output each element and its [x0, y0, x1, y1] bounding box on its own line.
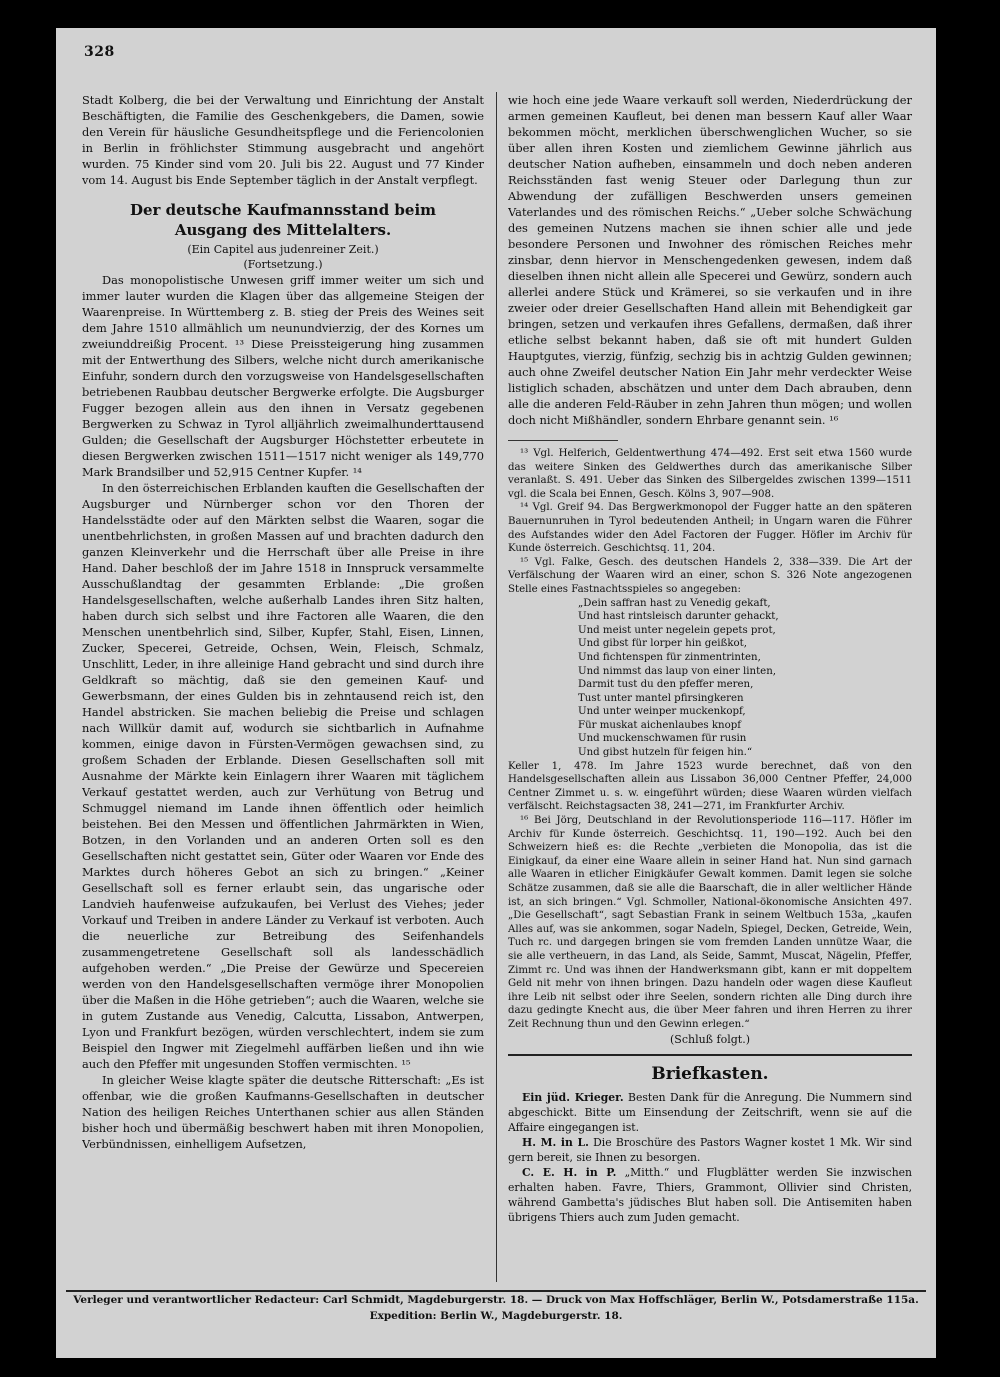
footnotes	[508, 447, 912, 1032]
briefkasten	[508, 1090, 912, 1225]
verse-line: Und meist unter negelein gepets prot,	[578, 624, 776, 636]
footnote: ¹⁶ Bei Jörg, Deutschland in der Revolutionsperiode 116—117. Höfler im Archiv für Kunde österreich. Geschichtsq. 11, 190—192. Auch bei den Schweizern hieß es: die Rechte „verbieten die Monopolia, das ist die Einigkauf, da einer eine Waare allein in seiner Hand hat. Nun sind garnach alle Waaren in etlicher Einigkäufer Gewalt kommen. Damit legen sie solche Schätze zusammen, daß sie alle die Baarschaft, die in aller weltlicher Hände ist, an sich bringen.“ Vgl. Schmoller, National-ökonomische Ansichten 497. „Die Gesellschaft“, sagt Sebastian Frank in seinem Weltbuch 153a, „kaufen Alles auf, was sie ankommen, sogar Nadeln, Spiegel, Decken, Getreide, Wein, Tuch rc. und dargegen bringen sie vom fremden Landen unnütze Waar, die sie alle vertheuern, in das Land, als Seide, Sammt, Muscat, Nägelin, Pfeffer, Zimmt rc. Und was ihnen der Handwerksmann gibt, kann er mit doppeltem Geld nit mehr von ihnen bringen. Dazu handeln oder wagen diese Kaufleut ihre Leib nit selbst oder ihre Seelen, sondern richten alle Ding durch ihre dazu gedingte Knecht aus, die über Meer fahren und ihren Herren zu ihrer Zeit Rechnung thun und den Gewinn erlegen.“	[508, 815, 912, 1030]
footnote: Keller 1, 478. Im Jahre 1523 wurde berechnet, daß von den Handelsgesellschaften allein aus Lissabon 36,000 Centner Pfeffer, 24,000 Centner Zimmet u. s. w. eingeführt würden; diese Waaren würden vielfach verfälscht. Reichstagsacten 38, 241—271, im Frankfurter Archiv.	[508, 760, 912, 813]
verse-line: Und hast rintsleisch darunter gehackt,	[578, 611, 779, 623]
briefkasten-label: Ein jüd. Krieger.	[522, 1090, 624, 1104]
verse-line: Für muskat aichenlaubes knopf	[578, 719, 742, 731]
imprint-line: Verleger und verantwortlicher Redacteur: Carl Schmidt, Magdeburgerstr. 18. — Druck von Max Hoffschläger, Berlin W., Potsdamerstraße 115a.	[73, 1294, 919, 1306]
article-paragraph: In den österreichischen Erblanden kauften die Gesellschaften der Augsburger und Nürnberger schon vor den Thoren der Handelsstädte oder auf den Märkten selbst die Waaren, sogar die unentbehrlichsten, in großen Massen auf und brachten dadurch den ganzen Kleinverkehr und die Herrschaft über alle Preise in ihre Hand. Daher beschloß der im Jahre 1518 in Innspruck versammelte Ausschußlandtag der gesammten Erblande: „Die großen Handelsgesellschaften, welche außerhalb Landes ihren Sitz halten, haben durch sich selbst und ihre Factoren alle Waaren, die den Menschen unentbehrlich sind, Silber, Kupfer, Stahl, Eisen, Linnen, Zucker, Specerei, Getreide, Ochsen, Wein, Fleisch, Schmalz, Unschlitt, Leder, in ihre alleinige Hand gebracht und sind durch ihre Geldkraft so mächtig, daß sie den gemeinen Kauf- und Gewerbsmann, der eines Gulden bis in zehntausend reich ist, den Handel abstricken. Sie machen beliebig die Preise und schlagen nach Willkür damit auf, wodurch sie sichtbarlich in Aufnahme kommen, einige davon in Fürsten-Vermögen gewachsen sind, zu großem Schaden der Erblande. Diesen Gesellschaften soll mit Ausnahme der Märkte kein Einlagern ihrer Waaren mit täglichem Verkauf gestattet werden, auch zur Verhütung von Betrug und Schmuggel niemand im Lande ihnen öffentlich oder heimlich beistehen. Bei den Messen und öffentlichen Jahrmärkten in Wien, Botzen, in den Vorlanden und an anderen Orten soll es den Gesellschaften nicht gestattet sein, Güter oder Waaren vor Ende des Marktes durch höheres Gebot an sich zu bringen.“ „Keiner Gesellschaft soll es ferner erlaubt sein, das ungarische oder Landvieh haufenweise aufzukaufen, bei Verlust des Viehes; jeder Vorkauf und Treiben in andere Länder zu Verkauf ist verboten. Auch die neuerliche zur Betreibung des Seifenhandels zusammengetretene Gesellschaft soll als landesschädlich aufgehoben werden.“ „Die Preise der Gewürze und Specereien werden von den Handelsgesellschaften vermöge ihrer Monopolien über die Maßen in die Höhe getrieben“; auch die Waaren, welche sie in gutem Zustande aus Venedig, Calcutta, Lissabon, Antwerpen, Lyon und Frankfurt bezögen, würden verschlechtert, indem sie zum Beispiel den Ingwer mit Ziegelmehl auffärben ließen und ihn wie auch den Pfeffer mit ungesunden Stoffen vermischten. ¹⁵	[82, 481, 484, 1071]
article-paragraph: wie hoch eine jede Waare verkauft soll werden, Niederdrückung der armen gemeinen Kaufleut, bei denen man bessern Kauf aller Waar bekommen möcht, merklichen überschwenglichen Wucher, so sie über allen ihren Kosten und ziemlichem Gewinne jährlich aus deutscher Nation aufheben, einsammeln und doch neben anderen Reichsständen fast wenig Steuer oder Darlegung thun zur Abwendung der zufälligen Beschwerden unsers gemeinen Vaterlandes und des römischen Reichs.“ „Ueber solche Schwächung des gemeinen Nutzens machen sie ihnen schier alle und jede besondere Personen und Inwohner des römischen Reiches mehr zinsbar, denn hiervor in Menschengedenken gewesen, indem daß dieselben ihnen nicht allein alle Specerei und Gewürz, sondern auch allerlei andere Stück und Krämerei, so sie verkaufen und in ihre zweier oder dreier Gesellschaften Hand allein mit Behendigkeit gar bringen, setzen und verkaufen ihres Gefallens, dermaßen, daß ihrer etliche selbst bekannt haben, daß sie oft mit hundert Gulden Hauptgutes, vierzig, fünfzig, sechzig bis in achtzig Gulden gewinnen; auch ohne Zweifel deutscher Nation Ein Jahr mehr verdeckter Weise listiglich schaden, abschätzen und unter dem Dach abrauben, denn alle die anderen Feld-Räuber in zehn Jahren thun mögen; und wollen doch nicht Mißhändler, sondern Ehrbare genannt sein. ¹⁶	[508, 93, 912, 427]
briefkasten-label: H. M. in L.	[522, 1135, 589, 1149]
newspaper-page	[56, 28, 936, 1358]
verse-line: Und muckenschwamen für rusin	[578, 733, 747, 745]
briefkasten-text: Die Broschüre des Pastors Wagner kostet 1 Mk. Wir sind gern bereit, sie Ihnen zu besorgen.	[508, 1135, 912, 1164]
article-subtitle: (Ein Capitel aus judenreiner Zeit.)	[187, 243, 379, 256]
briefkasten-entry	[508, 1165, 912, 1225]
briefkasten-title: Briefkasten.	[651, 1063, 769, 1084]
intro-paragraph: Stadt Kolberg, die bei der Verwaltung und Einrichtung der Anstalt Beschäftigten, die Familie des Geschenkgebers, die Damen, sowie den Verein für häusliche Gesundheitspflege und die Feriencolonien in Berlin in fröhlichster Stimmung ausgebracht und angehört wurden. 75 Kinder sind vom 20. Juli bis 22. August und 77 Kinder vom 14. August bis Ende September täglich in der Anstalt verpflegt.	[82, 93, 484, 187]
article-continued: (Fortsetzung.)	[243, 258, 323, 271]
article-paragraph: In gleicher Weise klagte später die deutsche Ritterschaft: „Es ist offenbar, wie die großen Kaufmanns-Gesellschaften in deutscher Nation des heiligen Reiches Unterthanen schier aus allen Ständen bisher hoch und übermäßig beschwert haben mit ihren Monopolien, Verbündnissen, einhelligem Aufsetzen,	[82, 1073, 484, 1151]
verse-line: Und unter weinper muckenkopf,	[578, 706, 746, 718]
article-title: Der deutsche Kaufmannsstand beim Ausgang des Mittelalters.	[129, 201, 437, 239]
section-rule	[508, 1054, 912, 1056]
briefkasten-entry	[508, 1135, 912, 1165]
briefkasten-text: Besten Dank für die Anregung. Die Nummern sind abgeschickt. Bitte um Einsendung der Zeitschrift, wenn sie auf die Affaire eingegangen ist.	[508, 1090, 912, 1134]
verse-line: Und fichtenspen für zinmentrinten,	[578, 651, 761, 663]
verse-line: Und nimmst das laup von einer linten,	[578, 665, 776, 677]
continued-note: (Schluß folgt.)	[670, 1032, 750, 1046]
briefkasten-entry	[508, 1090, 912, 1135]
footnote: ¹⁵ Vgl. Falke, Gesch. des deutschen Handels 2, 338—339. Die Art der Verfälschung der Waaren wird an einer, schon S. 326 Note angezogenen Stelle eines Fastnachtsspieles so angegeben:	[508, 556, 912, 595]
footnote: ¹³ Vgl. Helferich, Geldentwerthung 474—492. Erst seit etwa 1560 wurde das weitere Sinken des Geldwerthes durch das amerikanische Silber veranlaßt. S. 491. Ueber das Sinken des Silbergeldes zwischen 1399—1511 vgl. die Scala bei Ennen, Gesch. Kölns 3, 907—908.	[508, 448, 912, 500]
right-column	[508, 92, 912, 1282]
expedition-line: Expedition: Berlin W., Magdeburgerstr. 18.	[369, 1310, 623, 1322]
imprint-footer	[56, 1290, 936, 1324]
verse-line: Und gibst hutzeln für feigen hin.“	[578, 747, 753, 759]
column-divider	[496, 92, 497, 1282]
verse-line: „Dein saffran hast zu Venedig gekaft,	[578, 597, 771, 609]
verse-line: Und gibst für lorper hin geißkot,	[578, 638, 747, 650]
footnote: ¹⁴ Vgl. Greif 94. Das Bergwerkmonopol der Fugger hatte an den späteren Bauernunruhen in Tyrol bedeutenden Antheil; in Ungarn waren die Führer des Aufstandes wider den Adel Factoren der Fugger. Höfler im Archiv für Kunde österreich. Geschichtsq. 11, 204.	[508, 502, 912, 555]
briefkasten-label: C. E. H. in P.	[522, 1165, 617, 1179]
footnote-rule	[508, 440, 618, 441]
page-number: 328	[84, 44, 115, 60]
briefkasten-text: „Mitth.“ und Flugblätter werden Sie inzwischen erhalten haben. Favre, Thiers, Grammont, Ollivier sind Christen, während Gambetta's jüdisches Blut haben soll. Die Antisemiten haben übrigens Thiers auch zum Juden gemacht.	[508, 1165, 912, 1224]
verse-line: Darmit tust du den pfeffer meren,	[578, 679, 754, 691]
left-column	[82, 92, 484, 1282]
verse-line: Tust unter mantel pfirsingkeren	[578, 692, 744, 704]
article-paragraph: Das monopolistische Unwesen griff immer weiter um sich und immer lauter wurden die Klagen über das allgemeine Steigen der Waarenpreise. In Württemberg z. B. stieg der Preis des Weines seit dem Jahre 1510 allmählich um neunundvierzig, der des Kornes um zweiunddreißig Procent. ¹³ Diese Preissteigerung hing zusammen mit der Entwerthung des Silbers, welche nicht durch amerikanische Einfuhr, sondern durch den vorzugsweise von Handelsgesellschaften betriebenen Raubbau deutscher Bergwerke erfolgte. Die Augsburger Fugger bezogen allein aus den ihnen in Versatz gegebenen Bergwerken zu Schwaz in Tyrol alljährlich zweimalhunderttausend Gulden; die Gesellschaft der Augsburger Höchstetter erbeutete in diesen Bergwerken zwischen 1511—1517 nicht weniger als 149,770 Mark Brandsilber und 52,915 Centner Kupfer. ¹⁴	[82, 273, 484, 479]
